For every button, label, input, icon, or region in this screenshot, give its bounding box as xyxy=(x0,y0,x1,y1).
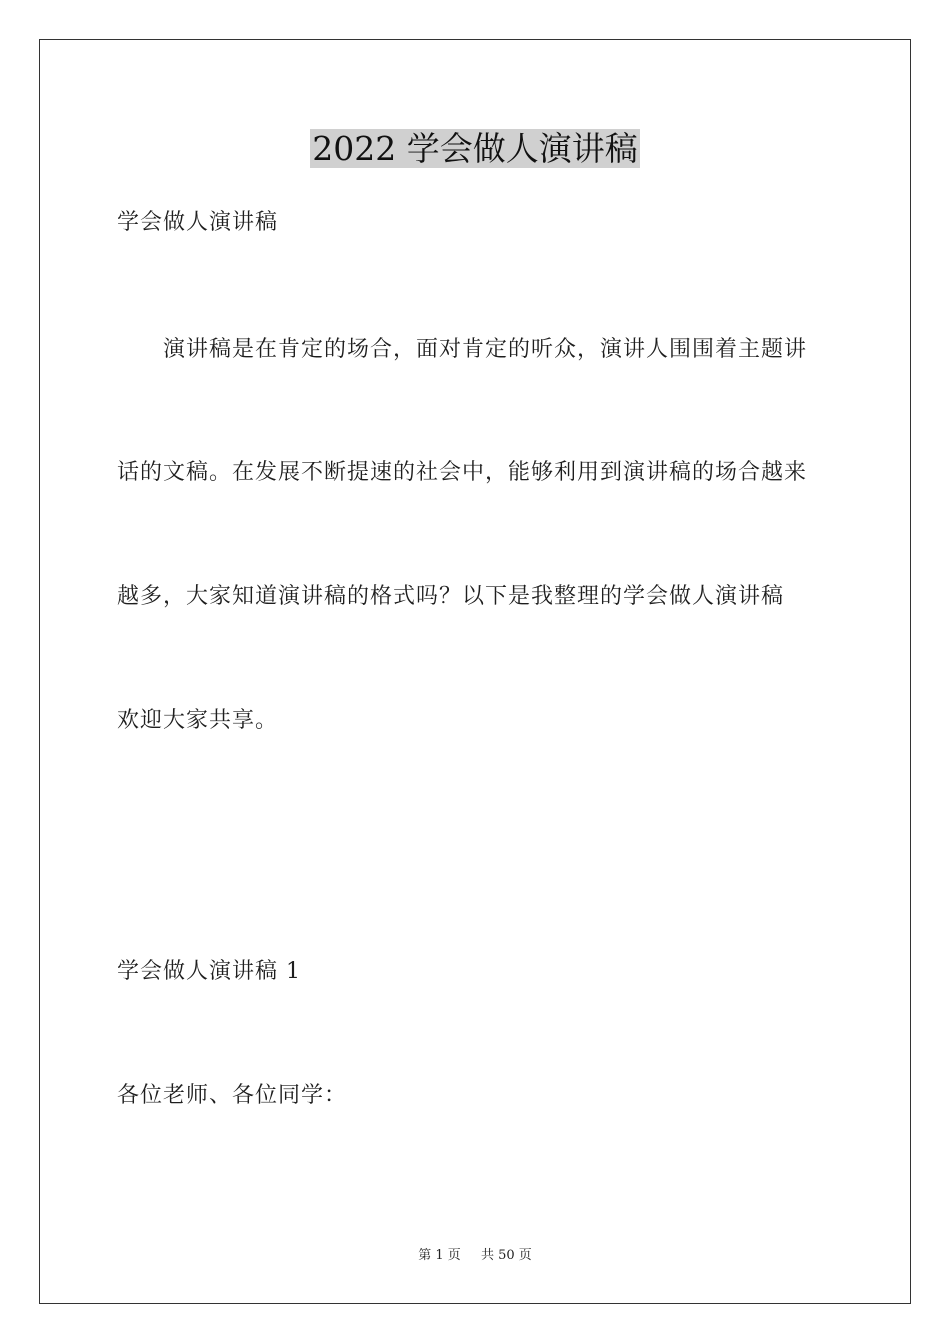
section-heading: 学会做人演讲稿 1 xyxy=(117,959,301,984)
document-subtitle: 学会做人演讲稿 xyxy=(117,210,279,235)
paragraph-line-2: 话的文稿。在发展不断提速的社会中，能够利用到演讲稿的场合越来 xyxy=(117,460,808,485)
salutation: 各位老师、各位同学： xyxy=(117,1083,348,1108)
page-total: 共 50 页 xyxy=(480,1248,532,1263)
page-footer xyxy=(0,1247,950,1265)
paragraph-line-4: 欢迎大家共享。 xyxy=(117,708,279,733)
document-title xyxy=(0,127,950,171)
page-number: 第 1 页 xyxy=(418,1248,461,1263)
paragraph-line-1: 演讲稿是在肯定的场合，面对肯定的听众，演讲人围围着主题讲 xyxy=(163,337,808,362)
paragraph-line-3: 越多，大家知道演讲稿的格式吗？以下是我整理的学会做人演讲稿 xyxy=(117,584,785,609)
document-title-text: 2022 学会做人演讲稿 xyxy=(312,129,638,168)
